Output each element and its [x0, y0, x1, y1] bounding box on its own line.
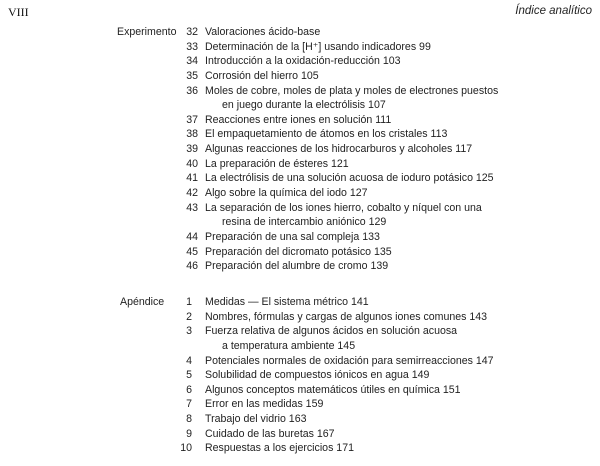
toc-entry	[0, 142, 600, 157]
entry-number: 8	[186, 413, 192, 426]
entry-number: 37	[186, 113, 198, 126]
toc-entry-continuation	[0, 215, 600, 230]
toc-entry-continuation	[0, 339, 600, 354]
toc-entry	[0, 54, 600, 69]
entry-title: Algo sobre la química del iodo 127	[205, 187, 368, 200]
entry-number: 33	[186, 40, 198, 53]
entry-title: Corrosión del hierro 105	[205, 69, 319, 82]
toc-entry	[0, 412, 600, 427]
entry-number: 41	[186, 172, 198, 185]
entry-number: 42	[186, 187, 198, 200]
toc-entry	[0, 324, 600, 339]
entry-title: Reacciones entre iones en solución 111	[205, 113, 392, 126]
toc-entry	[0, 186, 600, 201]
entry-number: 34	[186, 55, 198, 68]
toc-entry	[0, 295, 600, 310]
entry-number: 4	[186, 354, 192, 367]
toc-entry	[0, 69, 600, 84]
entry-title: La separación de los iones hierro, cobalto y níquel con una	[205, 201, 482, 214]
entry-number: 46	[186, 260, 198, 273]
entry-number: 38	[186, 128, 198, 141]
toc-entry	[0, 127, 600, 142]
section-label: Apéndice	[120, 296, 165, 308]
entry-number: 35	[186, 69, 198, 82]
entry-title: Valoraciones ácido-base	[205, 26, 321, 38]
entry-number: 7	[186, 398, 192, 411]
entry-title: La electrólisis de una solución acuosa de ioduro potásico 125	[205, 172, 494, 185]
toc-entry	[0, 368, 600, 383]
entry-number: 6	[186, 383, 192, 396]
toc-entry	[0, 354, 600, 369]
entry-title: Preparación del dicromato potásico 135	[205, 245, 392, 258]
entry-title: La preparación de ésteres 121	[205, 157, 349, 170]
entry-title: Potenciales normales de oxidación para semirreacciones 147	[205, 354, 494, 367]
entry-title: Fuerza relativa de algunos ácidos en solución acuosa	[205, 325, 458, 338]
toc-entry	[0, 245, 600, 260]
toc-entry	[0, 259, 600, 274]
entry-title: Trabajo del vidrio 163	[205, 413, 307, 426]
entry-title: Nombres, fórmulas y cargas de algunos iones comunes 143	[205, 310, 488, 323]
toc-entry	[0, 230, 600, 245]
entry-number: 45	[186, 245, 198, 258]
appendix-section	[0, 295, 600, 456]
toc-entry	[0, 310, 600, 325]
section-label: Experimento	[117, 26, 177, 38]
entry-number: 2	[186, 310, 192, 323]
entry-number: 10	[180, 442, 192, 455]
toc-entry	[0, 201, 600, 216]
toc-entry	[0, 84, 600, 99]
entry-title: Error en las medidas 159	[205, 398, 324, 411]
entry-number: 32	[186, 26, 198, 38]
toc-entry-continuation	[0, 98, 600, 113]
entry-title: Introducción a la oxidación-reducción 103	[205, 55, 401, 68]
entry-number: 39	[186, 143, 198, 156]
entry-title-continuation: en juego durante la electrólisis 107	[222, 99, 386, 112]
entry-title: Respuestas a los ejercicios 171	[205, 442, 354, 455]
entry-title: Solubilidad de compuestos iónicos en agua 149	[205, 369, 430, 382]
experiments-section	[0, 25, 600, 274]
toc-entry	[0, 113, 600, 128]
entry-number: 44	[186, 230, 198, 243]
entry-number: 40	[186, 157, 198, 170]
entry-number: 5	[186, 369, 192, 382]
entry-title-continuation: a temperatura ambiente 145	[222, 339, 356, 352]
entry-title: Algunas reacciones de los hidrocarburos y alcoholes 117	[205, 143, 473, 156]
toc-entry	[0, 397, 600, 412]
entry-title: Medidas — El sistema métrico 141	[205, 296, 369, 308]
entry-number: 36	[186, 84, 198, 97]
running-title: Índice analítico	[515, 5, 592, 17]
entry-title-continuation: resina de intercambio aniónico 129	[222, 216, 387, 229]
entry-title: El empaquetamiento de átomos en los cristales 113	[205, 128, 448, 141]
entry-title: Preparación de una sal compleja 133	[205, 230, 380, 243]
entry-number: 43	[186, 201, 198, 214]
toc-entry	[0, 25, 600, 40]
entry-number: 3	[186, 325, 192, 338]
toc-entry	[0, 383, 600, 398]
entry-number: 1	[186, 296, 192, 308]
entry-title: Preparación del alumbre de cromo 139	[205, 260, 389, 273]
entry-title: Cuidado de las buretas 167	[205, 427, 335, 440]
toc-entry	[0, 157, 600, 172]
toc-entry	[0, 441, 600, 456]
toc-entry	[0, 427, 600, 442]
toc-entry	[0, 40, 600, 55]
entry-number: 9	[186, 427, 192, 440]
page-number: VIII	[8, 5, 29, 19]
entry-title: Determinación de la [H⁺] usando indicadores 99	[205, 40, 431, 53]
entry-title: Algunos conceptos matemáticos útiles en química 151	[205, 383, 461, 396]
toc-entry	[0, 171, 600, 186]
entry-title: Moles de cobre, moles de plata y moles de electrones puestos	[205, 84, 499, 97]
